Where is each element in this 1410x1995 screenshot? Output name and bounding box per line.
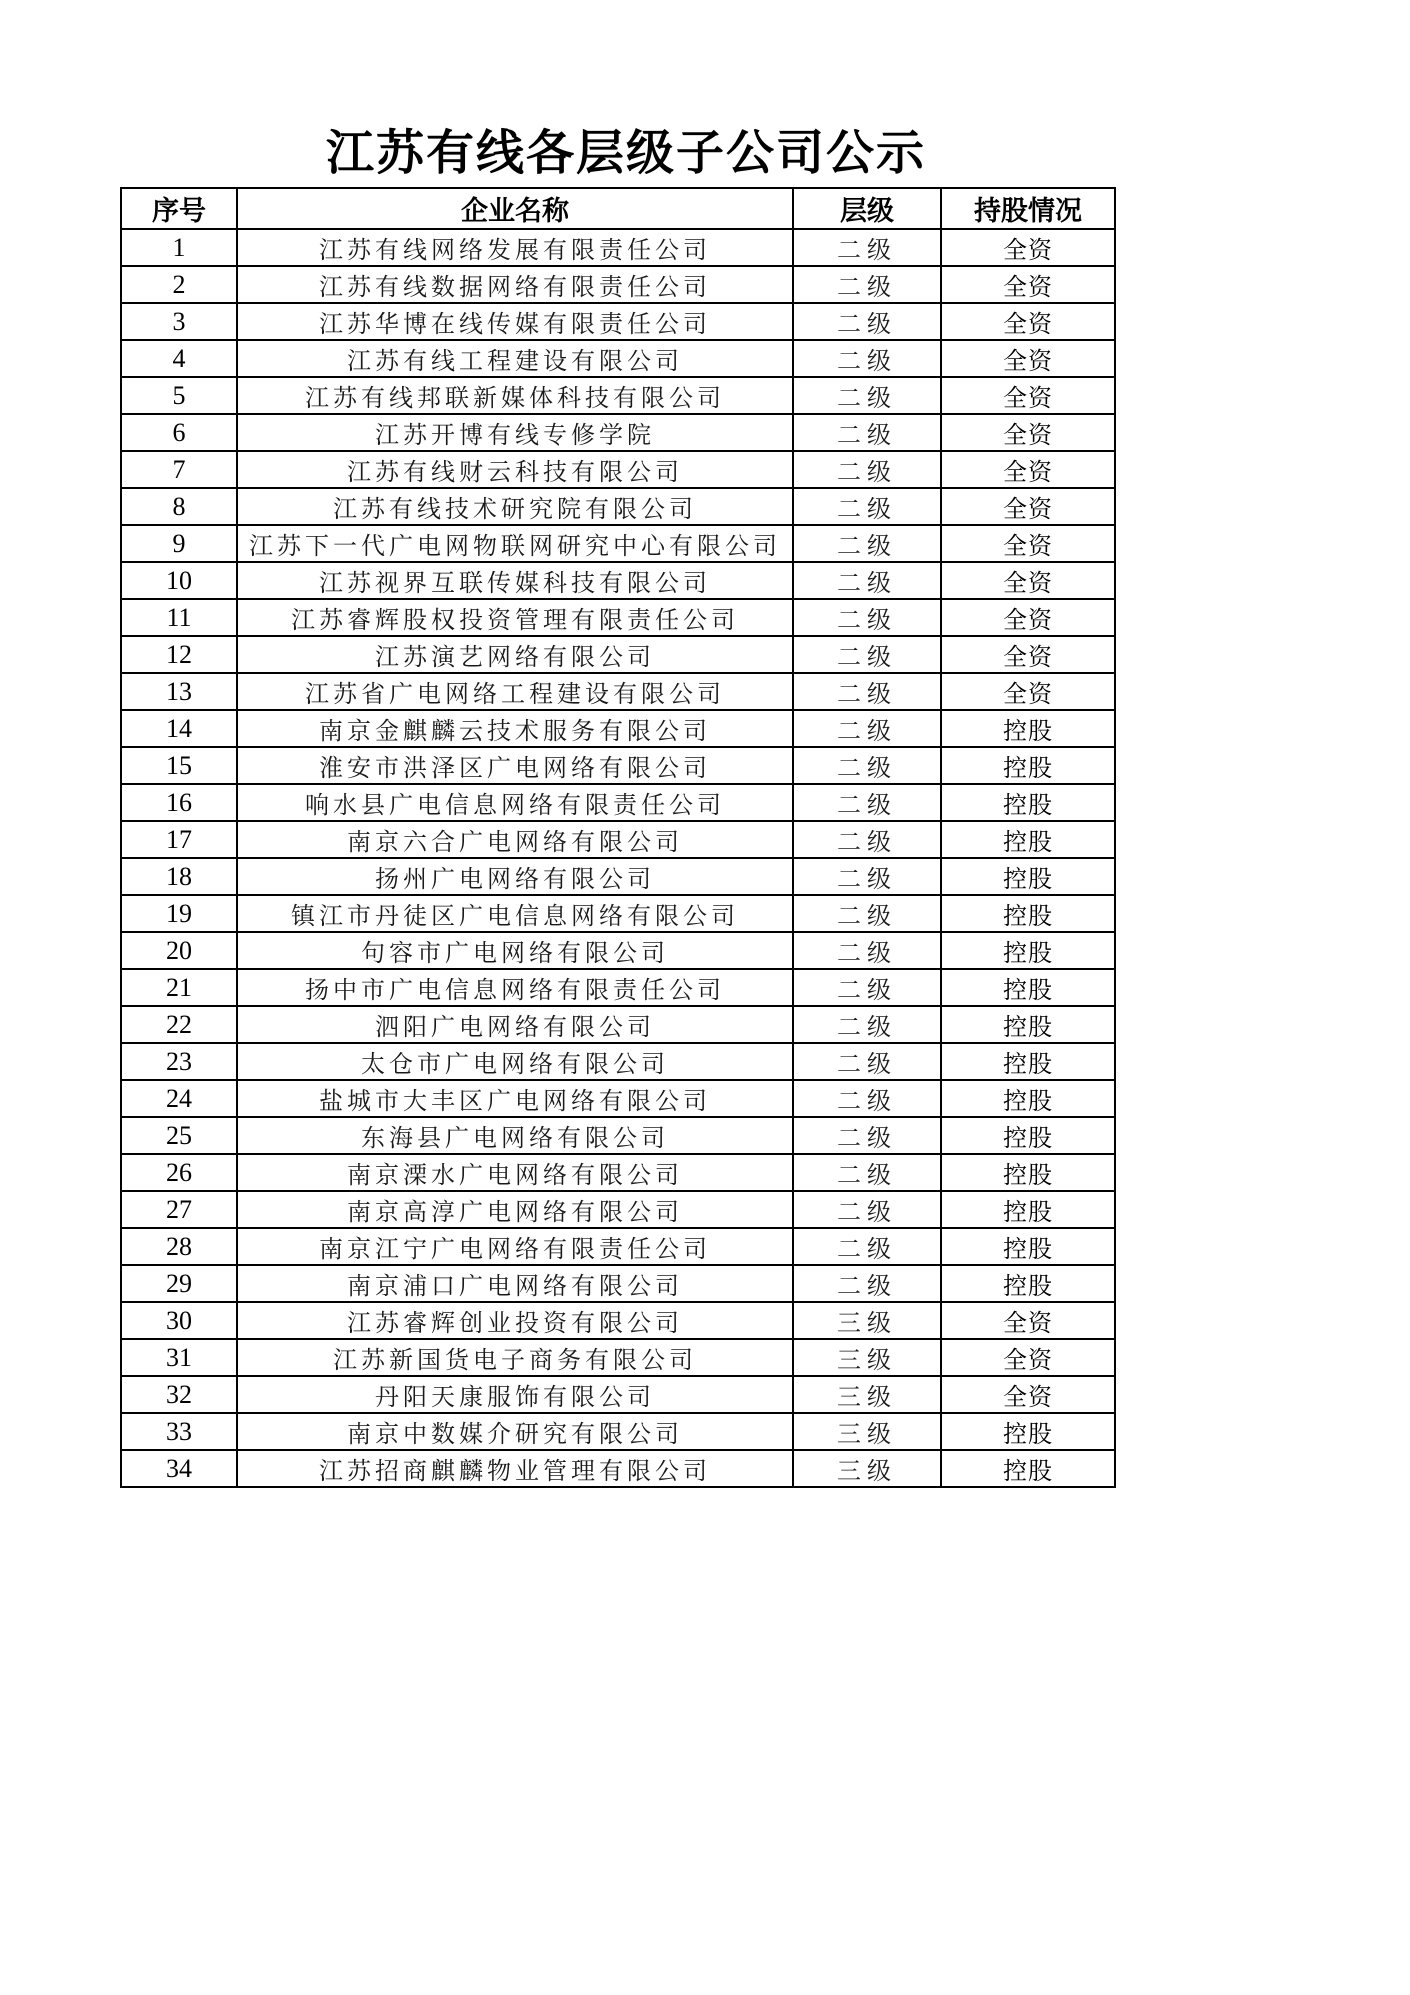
cell-no: 5 <box>121 377 237 414</box>
cell-level: 二级 <box>793 377 941 414</box>
cell-company-name: 淮安市洪泽区广电网络有限公司 <box>237 747 793 784</box>
cell-company-name: 太仓市广电网络有限公司 <box>237 1043 793 1080</box>
table-body <box>121 229 1115 1487</box>
cell-level: 二级 <box>793 747 941 784</box>
table-row <box>121 488 1115 525</box>
cell-shareholding: 全资 <box>941 229 1115 266</box>
table-row <box>121 1413 1115 1450</box>
table-row <box>121 932 1115 969</box>
cell-no: 10 <box>121 562 237 599</box>
table-row <box>121 1154 1115 1191</box>
cell-level: 二级 <box>793 1265 941 1302</box>
cell-company-name: 江苏下一代广电网物联网研究中心有限公司 <box>237 525 793 562</box>
cell-company-name: 南京六合广电网络有限公司 <box>237 821 793 858</box>
table-row <box>121 673 1115 710</box>
header-share: 持股情况 <box>941 188 1115 229</box>
cell-level: 二级 <box>793 414 941 451</box>
cell-shareholding: 全资 <box>941 377 1115 414</box>
table-row <box>121 895 1115 932</box>
cell-shareholding: 控股 <box>941 747 1115 784</box>
cell-level: 二级 <box>793 1191 941 1228</box>
cell-level: 二级 <box>793 451 941 488</box>
cell-company-name: 响水县广电信息网络有限责任公司 <box>237 784 793 821</box>
cell-level: 二级 <box>793 895 941 932</box>
cell-level: 二级 <box>793 303 941 340</box>
cell-no: 6 <box>121 414 237 451</box>
table-row <box>121 1265 1115 1302</box>
cell-company-name: 江苏开博有线专修学院 <box>237 414 793 451</box>
header-name: 企业名称 <box>237 188 793 229</box>
cell-level: 二级 <box>793 340 941 377</box>
cell-shareholding: 控股 <box>941 1265 1115 1302</box>
table-row <box>121 1043 1115 1080</box>
cell-company-name: 江苏睿辉创业投资有限公司 <box>237 1302 793 1339</box>
table-row <box>121 1117 1115 1154</box>
cell-company-name: 镇江市丹徒区广电信息网络有限公司 <box>237 895 793 932</box>
cell-shareholding: 控股 <box>941 895 1115 932</box>
cell-level: 二级 <box>793 229 941 266</box>
cell-no: 25 <box>121 1117 237 1154</box>
cell-shareholding: 控股 <box>941 1154 1115 1191</box>
cell-no: 12 <box>121 636 237 673</box>
cell-shareholding: 控股 <box>941 821 1115 858</box>
cell-level: 三级 <box>793 1376 941 1413</box>
cell-company-name: 扬州广电网络有限公司 <box>237 858 793 895</box>
table-row <box>121 1450 1115 1487</box>
table-row <box>121 303 1115 340</box>
cell-level: 二级 <box>793 821 941 858</box>
page-title: 江苏有线各层级子公司公示 <box>326 125 927 181</box>
cell-company-name: 江苏有线财云科技有限公司 <box>237 451 793 488</box>
cell-level: 二级 <box>793 1080 941 1117</box>
cell-level: 三级 <box>793 1302 941 1339</box>
cell-company-name: 江苏有线数据网络有限责任公司 <box>237 266 793 303</box>
cell-company-name: 江苏视界互联传媒科技有限公司 <box>237 562 793 599</box>
cell-shareholding: 全资 <box>941 414 1115 451</box>
cell-shareholding: 全资 <box>941 599 1115 636</box>
cell-level: 三级 <box>793 1339 941 1376</box>
header-no: 序号 <box>121 188 237 229</box>
cell-no: 33 <box>121 1413 237 1450</box>
table-row <box>121 229 1115 266</box>
cell-no: 30 <box>121 1302 237 1339</box>
cell-level: 二级 <box>793 932 941 969</box>
cell-company-name: 南京高淳广电网络有限公司 <box>237 1191 793 1228</box>
cell-company-name: 丹阳天康服饰有限公司 <box>237 1376 793 1413</box>
cell-company-name: 句容市广电网络有限公司 <box>237 932 793 969</box>
cell-shareholding: 控股 <box>941 1450 1115 1487</box>
cell-shareholding: 控股 <box>941 858 1115 895</box>
cell-shareholding: 控股 <box>941 1228 1115 1265</box>
cell-shareholding: 全资 <box>941 303 1115 340</box>
cell-company-name: 南京金麒麟云技术服务有限公司 <box>237 710 793 747</box>
cell-company-name: 江苏有线邦联新媒体科技有限公司 <box>237 377 793 414</box>
cell-no: 3 <box>121 303 237 340</box>
cell-company-name: 江苏有线网络发展有限责任公司 <box>237 229 793 266</box>
cell-level: 二级 <box>793 1043 941 1080</box>
table-row <box>121 1339 1115 1376</box>
table-row <box>121 525 1115 562</box>
cell-level: 二级 <box>793 636 941 673</box>
table-row <box>121 784 1115 821</box>
cell-company-name: 南京中数媒介研究有限公司 <box>237 1413 793 1450</box>
table-row <box>121 599 1115 636</box>
table-row <box>121 562 1115 599</box>
cell-level: 二级 <box>793 1006 941 1043</box>
cell-company-name: 江苏新国货电子商务有限公司 <box>237 1339 793 1376</box>
table-row <box>121 636 1115 673</box>
subsidiary-table <box>120 187 1116 1488</box>
cell-level: 三级 <box>793 1450 941 1487</box>
table-row <box>121 1191 1115 1228</box>
cell-level: 二级 <box>793 969 941 1006</box>
cell-shareholding: 全资 <box>941 673 1115 710</box>
cell-shareholding: 全资 <box>941 1302 1115 1339</box>
cell-level: 二级 <box>793 488 941 525</box>
cell-no: 13 <box>121 673 237 710</box>
cell-no: 26 <box>121 1154 237 1191</box>
cell-company-name: 江苏华博在线传媒有限责任公司 <box>237 303 793 340</box>
cell-no: 7 <box>121 451 237 488</box>
cell-no: 32 <box>121 1376 237 1413</box>
cell-level: 三级 <box>793 1413 941 1450</box>
cell-shareholding: 控股 <box>941 784 1115 821</box>
cell-shareholding: 全资 <box>941 340 1115 377</box>
cell-company-name: 江苏有线技术研究院有限公司 <box>237 488 793 525</box>
cell-no: 15 <box>121 747 237 784</box>
cell-no: 28 <box>121 1228 237 1265</box>
table-row <box>121 1080 1115 1117</box>
table-row <box>121 1228 1115 1265</box>
table-row <box>121 1302 1115 1339</box>
cell-no: 23 <box>121 1043 237 1080</box>
table-row <box>121 266 1115 303</box>
cell-no: 1 <box>121 229 237 266</box>
cell-shareholding: 全资 <box>941 525 1115 562</box>
cell-no: 11 <box>121 599 237 636</box>
table-row <box>121 969 1115 1006</box>
cell-company-name: 江苏有线工程建设有限公司 <box>237 340 793 377</box>
cell-shareholding: 控股 <box>941 1080 1115 1117</box>
cell-no: 17 <box>121 821 237 858</box>
cell-level: 二级 <box>793 562 941 599</box>
cell-level: 二级 <box>793 525 941 562</box>
cell-no: 4 <box>121 340 237 377</box>
cell-company-name: 南京江宁广电网络有限责任公司 <box>237 1228 793 1265</box>
table-row <box>121 451 1115 488</box>
table-row <box>121 377 1115 414</box>
cell-no: 20 <box>121 932 237 969</box>
cell-no: 14 <box>121 710 237 747</box>
cell-shareholding: 控股 <box>941 932 1115 969</box>
cell-company-name: 扬中市广电信息网络有限责任公司 <box>237 969 793 1006</box>
cell-company-name: 盐城市大丰区广电网络有限公司 <box>237 1080 793 1117</box>
cell-shareholding: 控股 <box>941 969 1115 1006</box>
table-header <box>121 188 1115 229</box>
table-row <box>121 858 1115 895</box>
cell-shareholding: 控股 <box>941 1117 1115 1154</box>
cell-level: 二级 <box>793 784 941 821</box>
cell-level: 二级 <box>793 266 941 303</box>
cell-shareholding: 控股 <box>941 1043 1115 1080</box>
cell-shareholding: 全资 <box>941 266 1115 303</box>
cell-shareholding: 全资 <box>941 1376 1115 1413</box>
cell-no: 16 <box>121 784 237 821</box>
cell-level: 二级 <box>793 673 941 710</box>
cell-no: 29 <box>121 1265 237 1302</box>
cell-level: 二级 <box>793 1117 941 1154</box>
cell-company-name: 江苏演艺网络有限公司 <box>237 636 793 673</box>
cell-shareholding: 全资 <box>941 636 1115 673</box>
cell-shareholding: 控股 <box>941 1413 1115 1450</box>
table-row <box>121 414 1115 451</box>
cell-no: 2 <box>121 266 237 303</box>
cell-level: 二级 <box>793 599 941 636</box>
cell-no: 21 <box>121 969 237 1006</box>
cell-level: 二级 <box>793 1228 941 1265</box>
cell-no: 22 <box>121 1006 237 1043</box>
cell-company-name: 江苏省广电网络工程建设有限公司 <box>237 673 793 710</box>
cell-company-name: 南京浦口广电网络有限公司 <box>237 1265 793 1302</box>
cell-no: 24 <box>121 1080 237 1117</box>
cell-no: 27 <box>121 1191 237 1228</box>
table-row <box>121 821 1115 858</box>
header-level: 层级 <box>793 188 941 229</box>
table-row <box>121 710 1115 747</box>
cell-company-name: 南京溧水广电网络有限公司 <box>237 1154 793 1191</box>
cell-level: 二级 <box>793 1154 941 1191</box>
cell-shareholding: 全资 <box>941 488 1115 525</box>
cell-no: 18 <box>121 858 237 895</box>
header-row <box>121 188 1115 229</box>
cell-shareholding: 全资 <box>941 562 1115 599</box>
cell-shareholding: 控股 <box>941 710 1115 747</box>
cell-no: 34 <box>121 1450 237 1487</box>
cell-company-name: 泗阳广电网络有限公司 <box>237 1006 793 1043</box>
cell-shareholding: 全资 <box>941 451 1115 488</box>
table-row <box>121 747 1115 784</box>
cell-no: 31 <box>121 1339 237 1376</box>
cell-level: 二级 <box>793 710 941 747</box>
cell-shareholding: 控股 <box>941 1191 1115 1228</box>
cell-level: 二级 <box>793 858 941 895</box>
cell-no: 19 <box>121 895 237 932</box>
cell-shareholding: 控股 <box>941 1006 1115 1043</box>
cell-company-name: 江苏招商麒麟物业管理有限公司 <box>237 1450 793 1487</box>
cell-company-name: 东海县广电网络有限公司 <box>237 1117 793 1154</box>
cell-no: 8 <box>121 488 237 525</box>
cell-company-name: 江苏睿辉股权投资管理有限责任公司 <box>237 599 793 636</box>
cell-no: 9 <box>121 525 237 562</box>
table-row <box>121 340 1115 377</box>
table-row <box>121 1376 1115 1413</box>
cell-shareholding: 全资 <box>941 1339 1115 1376</box>
table-row <box>121 1006 1115 1043</box>
